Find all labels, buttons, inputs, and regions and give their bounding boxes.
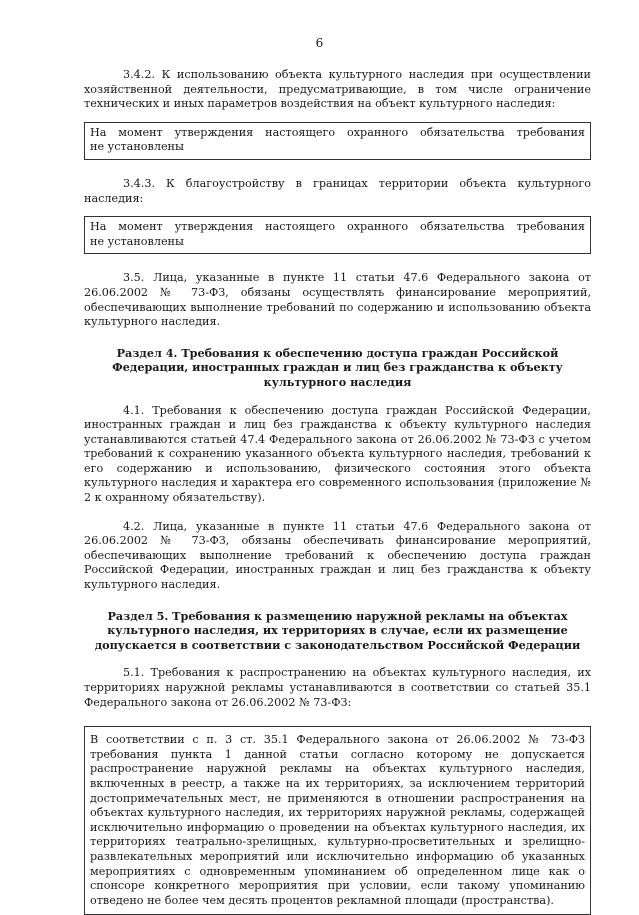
paragraph-4-2: 4.2. Лица, указанные в пункте 11 статьи 47.6 Федерального закона от 26.06.2002 № 73-ФЗ, обязаны обеспечивать финансирование мероприятий, обеспечивающих выполнение требований к обеспечению доступа граждан Российской Федерации, иностранных граждан и лиц без гражданства к объекту культурного наследия. [84,519,591,592]
paragraph-3-5: 3.5. Лица, указанные в пункте 11 статьи 47.6 Федерального закона от 26.06.2002 № 73-ФЗ, обязаны осуществлять финансирование мероприятий, обеспечивающих выполнение требований по содержанию и использованию объекта культурного наследия. [84,271,591,329]
page-content [84,68,591,915]
requirement-box-1 [84,122,591,160]
page-number: 6 [315,36,324,50]
requirement-box-3 [84,726,591,915]
paragraph-3-4-3: 3.4.3. К благоустройству в границах территории объекта культурного наследия: [84,176,591,205]
paragraph-3-4-2: 3.4.2. К использованию объекта культурного наследия при осуществлении хозяйственной деятельности, предусматривающие, в том числе ограничение технических и иных параметров воздействия на объект культурного наследия: [84,68,591,111]
box-1-line-1: На момент утверждения настоящего охранного обязательства требования [90,125,585,139]
box-2-line-1: На момент утверждения настоящего охранного обязательства требования [90,220,585,234]
paragraph-5-1: 5.1. Требования к распространению на объектах культурного наследия, их территориях наружной рекламы устанавливаются в соответствии со статьей 35.1 Федерального закона от 26.06.2002 № 73-ФЗ: [84,666,591,709]
section-5-heading: Раздел 5. Требования к размещению наружной рекламы на объектах культурного наследия, их территориях в случае, если их размещение допускается в соответствии с законодательством Российской Федерации [94,608,581,652]
box-3-text: В соответствии с п. 3 ст. 35.1 Федерального закона от 26.06.2002 № 73-ФЗ требования пункта 1 данной статьи согласно которому не допускается распространение наружной рекламы на объектах культурного наследия, включенных в реестр, а также на их территориях, за исключением территорий достопримечательных мест, не применяются в отношении распространения на объектах культурного наследия, их территориях наружной рекламы, содержащей исключительно информацию о проведении на объектах культурного наследия, их территориях театрально-зрелищных, культурно-просветительных и зрелищно-развлекательных мероприятий или исключительно информацию об указанных мероприятиях с одновременным упоминанием об определенном лице как о спонсоре конкретного мероприятия при условии, если такому упоминанию отведено не более чем десять процентов рекламной площади (пространства). [90,733,585,907]
box-1-line-2: не установлены [90,140,184,154]
box-2-line-2: не установлены [90,234,184,248]
paragraph-4-1: 4.1. Требования к обеспечению доступа граждан Российской Федерации, иностранных граждан и лиц без гражданства к объекту культурного наследия устанавливаются статьей 47.4 Федерального закона от 26.06.2002 № 73-ФЗ с учетом требований к сохранению указанного объекта культурного наследия, требований к его содержанию и использованию, физического состояния этого объекта культурного наследия и характера его современного использования (приложение № 2 к охранному обязательству). [84,403,591,505]
requirement-box-2 [84,216,591,254]
section-4-heading: Раздел 4. Требования к обеспечению доступа граждан Российской Федерации, иностранных граждан и лиц без гражданства к объекту культурного наследия [112,345,563,389]
